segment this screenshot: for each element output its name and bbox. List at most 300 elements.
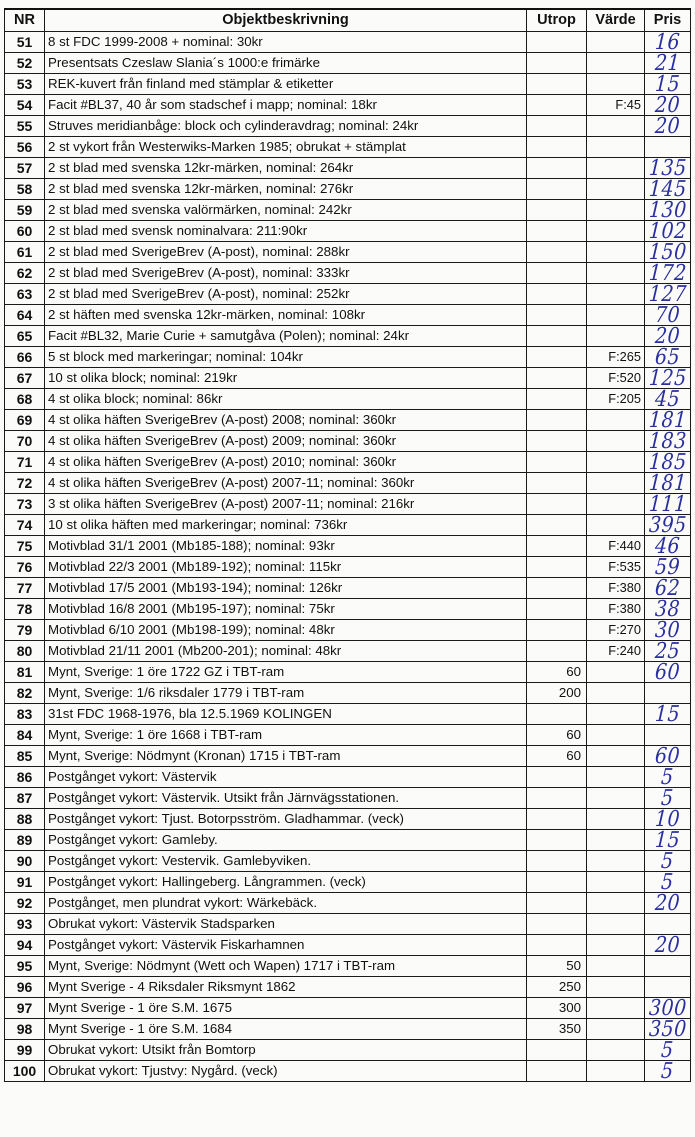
- lot-sold-price: [645, 553, 691, 580]
- lot-starting-price: [527, 829, 587, 850]
- lot-description: 4 st olika häften SverigeBrev (A-post) 2007-11; nominal: 360kr: [45, 472, 527, 493]
- lot-catalog-value: [587, 934, 645, 955]
- lot-description: Mynt Sverige - 1 öre S.M. 1675: [45, 997, 527, 1018]
- lot-number: 66: [5, 346, 45, 367]
- lot-starting-price: [527, 892, 587, 913]
- lot-starting-price: 50: [527, 955, 587, 976]
- lot-sold-price: [645, 889, 691, 916]
- table-row: [5, 409, 691, 430]
- table-row: [5, 325, 691, 346]
- lot-description: 2 st vykort från Westerwiks-Marken 1985; obrukat + stämplat: [45, 136, 527, 157]
- lot-catalog-value: [587, 304, 645, 325]
- lot-number: 69: [5, 409, 45, 430]
- table-row: [5, 577, 691, 598]
- lot-description: Obrukat vykort: Tjustvy: Nygård. (veck): [45, 1060, 527, 1081]
- lot-starting-price: 60: [527, 745, 587, 766]
- lot-sold-price: [645, 682, 691, 703]
- lot-starting-price: [527, 262, 587, 283]
- lot-number: 95: [5, 955, 45, 976]
- table-row: [5, 892, 691, 913]
- lot-sold-price: [645, 259, 691, 286]
- table-row: [5, 640, 691, 661]
- lot-starting-price: [527, 199, 587, 220]
- lot-sold-price: [645, 784, 691, 811]
- lot-starting-price: 60: [527, 661, 587, 682]
- lot-starting-price: [527, 325, 587, 346]
- table-row: [5, 493, 691, 514]
- lot-number: 74: [5, 514, 45, 535]
- lot-number: 100: [5, 1060, 45, 1081]
- handwritten-price: 111: [647, 490, 688, 517]
- table-row: [5, 745, 691, 766]
- lot-number: 91: [5, 871, 45, 892]
- lot-starting-price: [527, 409, 587, 430]
- lot-catalog-value: [587, 472, 645, 493]
- handwritten-price: 20: [654, 112, 681, 139]
- handwritten-price: 5: [660, 763, 675, 790]
- lot-number: 54: [5, 94, 45, 115]
- lot-starting-price: [527, 871, 587, 892]
- lot-starting-price: [527, 115, 587, 136]
- lot-starting-price: [527, 556, 587, 577]
- header-varde: Värde: [587, 9, 645, 31]
- table-row: [5, 367, 691, 388]
- table-row: [5, 157, 691, 178]
- lot-catalog-value: [587, 976, 645, 997]
- lot-number: 94: [5, 934, 45, 955]
- lot-number: 64: [5, 304, 45, 325]
- lot-catalog-value: [587, 913, 645, 934]
- table-row: [5, 724, 691, 745]
- lot-catalog-value: [587, 514, 645, 535]
- lot-number: 51: [5, 31, 45, 52]
- lot-description: 4 st olika häften SverigeBrev (A-post) 2010; nominal: 360kr: [45, 451, 527, 472]
- lot-sold-price: [645, 742, 691, 769]
- header-row: [5, 9, 691, 31]
- lot-sold-price: [645, 343, 691, 370]
- handwritten-price: 350: [647, 1015, 688, 1042]
- lot-sold-price: [645, 364, 691, 391]
- lot-starting-price: [527, 73, 587, 94]
- lot-description: 8 st FDC 1999-2008 + nominal: 30kr: [45, 31, 527, 52]
- lot-catalog-value: F:535: [587, 556, 645, 577]
- table-row: [5, 304, 691, 325]
- lot-description: Postgånget vykort: Hallingeberg. Långrammen. (veck): [45, 871, 527, 892]
- lot-catalog-value: F:380: [587, 598, 645, 619]
- table-row: [5, 976, 691, 997]
- lot-catalog-value: [587, 724, 645, 745]
- lot-description: Struves meridianbåge: block och cylinderavdrag; nominal: 24kr: [45, 115, 527, 136]
- lot-starting-price: [527, 472, 587, 493]
- lot-number: 70: [5, 430, 45, 451]
- handwritten-price: 150: [647, 238, 688, 265]
- lot-catalog-value: [587, 997, 645, 1018]
- lot-description: 3 st olika häften SverigeBrev (A-post) 2007-11; nominal: 216kr: [45, 493, 527, 514]
- lot-catalog-value: [587, 1039, 645, 1060]
- lot-sold-price: [645, 574, 691, 601]
- handwritten-price: 5: [660, 784, 675, 811]
- lot-catalog-value: [587, 451, 645, 472]
- table-row: [5, 220, 691, 241]
- handwritten-price: 20: [654, 931, 681, 958]
- lot-catalog-value: F:380: [587, 577, 645, 598]
- handwritten-price: 60: [654, 742, 681, 769]
- lot-number: 84: [5, 724, 45, 745]
- lot-catalog-value: F:45: [587, 94, 645, 115]
- lot-description: Motivblad 17/5 2001 (Mb193-194); nominal: 126kr: [45, 577, 527, 598]
- table-row: [5, 1018, 691, 1039]
- lot-sold-price: [645, 931, 691, 958]
- table-row: [5, 535, 691, 556]
- handwritten-price: 59: [654, 553, 681, 580]
- lot-sold-price: [645, 1015, 691, 1042]
- lot-sold-price: [645, 91, 691, 118]
- handwritten-price: 20: [654, 91, 681, 118]
- lot-number: 87: [5, 787, 45, 808]
- lot-number: 55: [5, 115, 45, 136]
- lot-catalog-value: [587, 262, 645, 283]
- lot-description: 2 st blad med svenska 12kr-märken, nominal: 264kr: [45, 157, 527, 178]
- table-row: [5, 430, 691, 451]
- table-row: [5, 73, 691, 94]
- lot-description: 10 st olika häften med markeringar; nominal: 736kr: [45, 514, 527, 535]
- lot-catalog-value: [587, 955, 645, 976]
- lot-starting-price: [527, 388, 587, 409]
- lot-catalog-value: [587, 829, 645, 850]
- table-row: [5, 955, 691, 976]
- table-row: [5, 283, 691, 304]
- lot-sold-price: [645, 976, 691, 997]
- lot-sold-price: [645, 868, 691, 895]
- lot-number: 62: [5, 262, 45, 283]
- lot-description: Mynt, Sverige: Nödmynt (Kronan) 1715 i TBT-ram: [45, 745, 527, 766]
- lot-description: Postgånget vykort: Tjust. Botorpsström. Gladhammar. (veck): [45, 808, 527, 829]
- table-row: [5, 451, 691, 472]
- lot-catalog-value: [587, 892, 645, 913]
- lot-catalog-value: [587, 220, 645, 241]
- lot-number: 56: [5, 136, 45, 157]
- table-row: [5, 115, 691, 136]
- lot-number: 59: [5, 199, 45, 220]
- lot-catalog-value: [587, 661, 645, 682]
- table-row: [5, 934, 691, 955]
- lot-catalog-value: [587, 808, 645, 829]
- lot-catalog-value: F:520: [587, 367, 645, 388]
- lot-description: 31st FDC 1968-1976, bla 12.5.1969 KOLINGEN: [45, 703, 527, 724]
- table-row: [5, 619, 691, 640]
- lot-description: Mynt Sverige - 4 Riksdaler Riksmynt 1862: [45, 976, 527, 997]
- lot-catalog-value: [587, 493, 645, 514]
- table-row: [5, 262, 691, 283]
- lot-number: 93: [5, 913, 45, 934]
- lot-number: 75: [5, 535, 45, 556]
- lot-number: 72: [5, 472, 45, 493]
- lot-catalog-value: [587, 73, 645, 94]
- lot-number: 53: [5, 73, 45, 94]
- lot-catalog-value: [587, 430, 645, 451]
- lot-catalog-value: [587, 1018, 645, 1039]
- lot-catalog-value: F:205: [587, 388, 645, 409]
- handwritten-price: 30: [654, 616, 681, 643]
- lot-sold-price: [645, 238, 691, 265]
- lot-description: Mynt Sverige - 1 öre S.M. 1684: [45, 1018, 527, 1039]
- lot-description: 2 st blad med SverigeBrev (A-post), nominal: 288kr: [45, 241, 527, 262]
- table-row: [5, 598, 691, 619]
- lot-description: Mynt, Sverige: Nödmynt (Wett och Wapen) 1717 i TBT-ram: [45, 955, 527, 976]
- handwritten-price: 181: [647, 469, 688, 496]
- lot-number: 79: [5, 619, 45, 640]
- lot-number: 97: [5, 997, 45, 1018]
- lot-sold-price: [645, 175, 691, 202]
- lot-catalog-value: [587, 787, 645, 808]
- handwritten-price: 15: [654, 826, 681, 853]
- lot-sold-price: [645, 427, 691, 454]
- lot-sold-price: [645, 28, 691, 55]
- lot-number: 68: [5, 388, 45, 409]
- lot-sold-price: [645, 112, 691, 139]
- handwritten-price: 300: [647, 994, 688, 1021]
- table-row: [5, 199, 691, 220]
- lot-sold-price: [645, 805, 691, 832]
- handwritten-price: 46: [654, 532, 681, 559]
- handwritten-price: 15: [654, 700, 681, 727]
- header-pris: Pris: [645, 9, 691, 31]
- lot-number: 90: [5, 850, 45, 871]
- lot-starting-price: [527, 283, 587, 304]
- lot-sold-price: [645, 763, 691, 790]
- lot-description: Presentsats Czeslaw Slania´s 1000:e frimärke: [45, 52, 527, 73]
- handwritten-price: 395: [647, 511, 688, 538]
- lot-starting-price: [527, 430, 587, 451]
- table-row: [5, 766, 691, 787]
- table-row: [5, 346, 691, 367]
- handwritten-price: 10: [654, 805, 681, 832]
- lot-description: Motivblad 16/8 2001 (Mb195-197); nominal: 75kr: [45, 598, 527, 619]
- handwritten-price: 5: [660, 868, 675, 895]
- lot-number: 76: [5, 556, 45, 577]
- lot-description: Mynt, Sverige: 1 öre 1668 i TBT-ram: [45, 724, 527, 745]
- lot-description: Motivblad 31/1 2001 (Mb185-188); nominal: 93kr: [45, 535, 527, 556]
- table-row: [5, 682, 691, 703]
- lot-starting-price: [527, 1060, 587, 1081]
- lot-description: Postgånget vykort: Västervik. Utsikt från Järnvägsstationen.: [45, 787, 527, 808]
- lot-sold-price: [645, 955, 691, 976]
- lot-sold-price: [645, 700, 691, 727]
- table-row: [5, 94, 691, 115]
- lot-catalog-value: [587, 766, 645, 787]
- lot-sold-price: [645, 301, 691, 328]
- handwritten-price: 60: [654, 658, 681, 685]
- lot-starting-price: [527, 346, 587, 367]
- lot-description: 4 st olika häften SverigeBrev (A-post) 2009; nominal: 360kr: [45, 430, 527, 451]
- lot-number: 52: [5, 52, 45, 73]
- lot-sold-price: [645, 847, 691, 874]
- lot-starting-price: [527, 514, 587, 535]
- lot-number: 58: [5, 178, 45, 199]
- lot-catalog-value: [587, 1060, 645, 1081]
- lot-number: 82: [5, 682, 45, 703]
- lot-starting-price: [527, 787, 587, 808]
- lot-sold-price: [645, 616, 691, 643]
- lot-catalog-value: [587, 115, 645, 136]
- lot-description: Postgånget vykort: Västervik: [45, 766, 527, 787]
- handwritten-price: 20: [654, 322, 681, 349]
- lot-number: 57: [5, 157, 45, 178]
- lot-description: Motivblad 22/3 2001 (Mb189-192); nominal: 115kr: [45, 556, 527, 577]
- lot-starting-price: [527, 451, 587, 472]
- lot-description: Motivblad 6/10 2001 (Mb198-199); nominal: 48kr: [45, 619, 527, 640]
- table-row: [5, 808, 691, 829]
- lot-number: 96: [5, 976, 45, 997]
- lot-catalog-value: [587, 52, 645, 73]
- lot-sold-price: [645, 280, 691, 307]
- handwritten-price: 45: [654, 385, 681, 412]
- lot-sold-price: [645, 532, 691, 559]
- handwritten-price: 15: [654, 70, 681, 97]
- lot-description: Obrukat vykort: Västervik Stadsparken: [45, 913, 527, 934]
- lot-description: 2 st häften med svenska 12kr-märken, nominal: 108kr: [45, 304, 527, 325]
- lot-number: 89: [5, 829, 45, 850]
- lot-number: 77: [5, 577, 45, 598]
- lot-catalog-value: [587, 703, 645, 724]
- lot-catalog-value: [587, 682, 645, 703]
- lot-description: Obrukat vykort: Utsikt från Bomtorp: [45, 1039, 527, 1060]
- lot-description: 2 st blad med svensk nominalvara: 211:90kr: [45, 220, 527, 241]
- lot-sold-price: [645, 136, 691, 157]
- lot-catalog-value: F:440: [587, 535, 645, 556]
- lot-catalog-value: [587, 157, 645, 178]
- lot-starting-price: [527, 178, 587, 199]
- table-row: [5, 178, 691, 199]
- table-row: [5, 556, 691, 577]
- lot-sold-price: [645, 1036, 691, 1063]
- handwritten-price: 21: [654, 49, 681, 76]
- lot-sold-price: [645, 217, 691, 244]
- auction-results-table: [4, 8, 691, 1082]
- handwritten-price: 185: [647, 448, 688, 475]
- lot-starting-price: [527, 157, 587, 178]
- lot-sold-price: [645, 994, 691, 1021]
- lot-description: Facit #BL37, 40 år som stadschef i mapp; nominal: 18kr: [45, 94, 527, 115]
- lot-number: 80: [5, 640, 45, 661]
- lot-number: 67: [5, 367, 45, 388]
- lot-catalog-value: [587, 871, 645, 892]
- table-row: [5, 52, 691, 73]
- lot-number: 83: [5, 703, 45, 724]
- lot-number: 88: [5, 808, 45, 829]
- table-row: [5, 829, 691, 850]
- handwritten-price: 5: [660, 847, 675, 874]
- lot-catalog-value: [587, 325, 645, 346]
- handwritten-price: 125: [647, 364, 688, 391]
- lot-number: 65: [5, 325, 45, 346]
- lot-sold-price: [645, 469, 691, 496]
- lot-number: 99: [5, 1039, 45, 1060]
- lot-starting-price: 350: [527, 1018, 587, 1039]
- lot-number: 78: [5, 598, 45, 619]
- lot-description: Postgånget vykort: Gamleby.: [45, 829, 527, 850]
- handwritten-price: 183: [647, 427, 688, 454]
- lot-description: Postgånget vykort: Vestervik. Gamlebyviken.: [45, 850, 527, 871]
- handwritten-price: 102: [647, 217, 688, 244]
- lot-starting-price: [527, 766, 587, 787]
- lot-sold-price: [645, 658, 691, 685]
- lot-number: 81: [5, 661, 45, 682]
- lot-starting-price: [527, 220, 587, 241]
- handwritten-price: 20: [654, 889, 681, 916]
- lot-starting-price: [527, 619, 587, 640]
- lot-catalog-value: [587, 850, 645, 871]
- lot-catalog-value: [587, 409, 645, 430]
- lot-starting-price: [527, 94, 587, 115]
- table-row: [5, 514, 691, 535]
- lot-number: 61: [5, 241, 45, 262]
- lot-description: Postgånget, men plundrat vykort: Wärkebäck.: [45, 892, 527, 913]
- lot-sold-price: [645, 70, 691, 97]
- table-row: [5, 997, 691, 1018]
- handwritten-price: 130: [647, 196, 688, 223]
- lot-description: 2 st blad med SverigeBrev (A-post), nominal: 333kr: [45, 262, 527, 283]
- lot-starting-price: [527, 808, 587, 829]
- table-row: [5, 241, 691, 262]
- lot-description: Mynt, Sverige: 1 öre 1722 GZ i TBT-ram: [45, 661, 527, 682]
- lot-starting-price: 200: [527, 682, 587, 703]
- lot-description: Motivblad 21/11 2001 (Mb200-201); nominal: 48kr: [45, 640, 527, 661]
- lot-catalog-value: [587, 241, 645, 262]
- lot-sold-price: [645, 406, 691, 433]
- lot-catalog-value: F:270: [587, 619, 645, 640]
- table-row: [5, 913, 691, 934]
- handwritten-price: 38: [654, 595, 681, 622]
- lot-number: 63: [5, 283, 45, 304]
- lot-starting-price: [527, 535, 587, 556]
- lot-number: 86: [5, 766, 45, 787]
- lot-number: 73: [5, 493, 45, 514]
- handwritten-price: 5: [660, 1057, 675, 1084]
- lot-starting-price: [527, 136, 587, 157]
- lot-starting-price: [527, 493, 587, 514]
- lot-sold-price: [645, 196, 691, 223]
- table-row: [5, 136, 691, 157]
- handwritten-price: 65: [654, 343, 681, 370]
- lot-starting-price: 300: [527, 997, 587, 1018]
- lot-starting-price: [527, 577, 587, 598]
- lot-starting-price: [527, 31, 587, 52]
- lot-starting-price: [527, 703, 587, 724]
- lot-description: Mynt, Sverige: 1/6 riksdaler 1779 i TBT-ram: [45, 682, 527, 703]
- lot-number: 92: [5, 892, 45, 913]
- lot-sold-price: [645, 154, 691, 181]
- header-nr: NR: [5, 9, 45, 31]
- lot-catalog-value: F:240: [587, 640, 645, 661]
- lot-catalog-value: [587, 283, 645, 304]
- lot-sold-price: [645, 637, 691, 664]
- lot-sold-price: [645, 1057, 691, 1084]
- lot-description: 2 st blad med svenska valörmärken, nominal: 242kr: [45, 199, 527, 220]
- table-row: [5, 1039, 691, 1060]
- table-header: [5, 9, 691, 31]
- lot-sold-price: [645, 385, 691, 412]
- lot-description: 4 st olika häften SverigeBrev (A-post) 2008; nominal: 360kr: [45, 409, 527, 430]
- header-utrop: Utrop: [527, 9, 587, 31]
- handwritten-price: 135: [647, 154, 688, 181]
- lot-catalog-value: [587, 178, 645, 199]
- lot-starting-price: [527, 1039, 587, 1060]
- handwritten-price: 16: [654, 28, 681, 55]
- lot-catalog-value: [587, 199, 645, 220]
- lot-description: 2 st blad med svenska 12kr-märken, nominal: 276kr: [45, 178, 527, 199]
- lot-sold-price: [645, 826, 691, 853]
